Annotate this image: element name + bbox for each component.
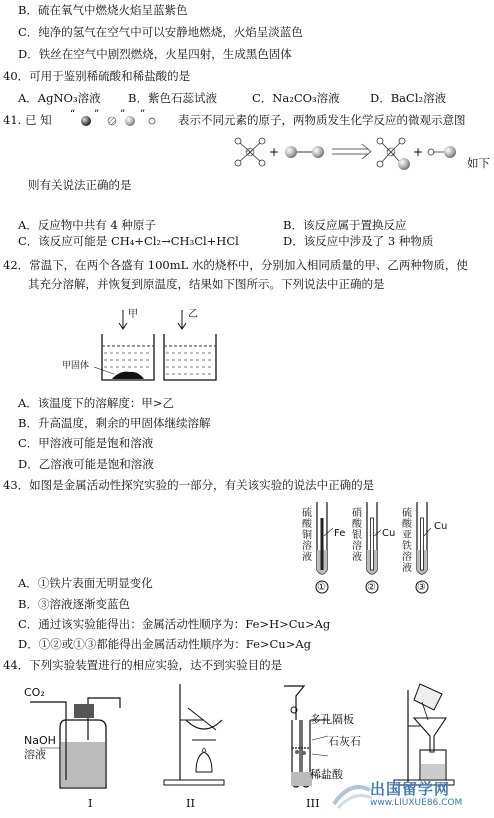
tube-3-number: ③ [417,582,426,593]
apparatus-2-label: II [186,796,196,810]
atom-dark-icon [81,116,91,126]
metal-strip-1 [321,518,324,570]
tube-2-number: ② [367,582,376,593]
apparatus-1-label: I [88,796,93,810]
q40-stem: 40．可用于鉴别稀硫酸和稀盐酸的是 [3,69,191,83]
metal-strip-2 [371,518,374,570]
watermark-logo-icon [330,778,374,814]
naoh-label: NaOH [24,734,56,747]
q39-option-c: C．纯净的氢气在空气中可以安静地燃烧，火焰呈淡蓝色 [18,25,303,39]
q39-option-d: D．铁丝在空气中剧烈燃烧，火星四射，生成黑色固体 [18,47,292,61]
q41-option-a: A．反应物中共有 4 种原子 [18,218,156,232]
q41-option-c: C．该反应可能是 CH₄+Cl₂→CH₃Cl+HCl [18,234,239,248]
atom-gray-icon [125,116,135,126]
tube-3-metal-label: Cu [434,521,448,532]
beaker-yi-label: 乙 [188,309,198,320]
q42-option-d: D．乙溶液可能是饱和溶液 [18,457,154,471]
q40-option-c: C．Na₂CO₃溶液 [252,91,340,105]
solid-label: 甲固体 [62,361,90,371]
beaker-jia-label: 甲 [128,309,138,320]
q43-option-c: C．通过该实验能得出：金属活动性顺序为：Fe>H>Cu>Ag [18,617,331,631]
watermark [330,776,492,816]
q41-option-b: B．该反应属于置换反应 [283,218,407,232]
reaction-diagram [228,132,463,172]
q39-option-b: B．硫在氧气中燃烧火焰呈蓝紫色 [18,3,188,17]
q40-option-d: D．BaCl₂溶液 [370,91,447,105]
apparatus-2 [158,680,238,795]
svg-text:+: + [413,145,424,159]
q41-ask: 则有关说法正确的是 [28,178,132,192]
tube-1-solution-label: 硫酸铜溶液 [302,508,312,563]
svg-text:+: + [269,145,280,159]
q41-option-d: D．该反应中涉及了 3 种物质 [283,234,434,248]
q42-stem-line1: 42．常温下，在两个各盛有 100mL 水的烧杯中，分别加入相同质量的甲、乙两种物质，使 [3,258,468,272]
svg-text:”: ” [140,109,146,120]
q41-stem-tail: 如下 [467,156,490,170]
q43-option-d: D．①②或①③都能得出金属活动性顺序为：Fe>Cu>Ag [18,637,312,651]
q40-option-a: A．AgNO₃溶液 [18,91,101,105]
q40-option-b: B．紫色石蕊试液 [128,91,217,105]
atom-hatched-icon [108,117,116,125]
q42-option-b: B．升高温度，剩余的甲固体继续溶解 [18,416,211,430]
q42-option-c: C．甲溶液可能是饱和溶液 [18,436,154,450]
porous-plate-label: 多孔隔板 [310,713,354,726]
q43-option-b: B．③溶液逐渐变蓝色 [18,597,130,611]
q41-stem-pre: 41. 已 知 [3,113,52,127]
watermark-title: 出国留学网 [370,780,451,798]
q42-option-a: A．该温度下的溶解度：甲>乙 [18,396,174,410]
svg-text:”: ” [120,109,126,120]
dilute-hcl-label: 稀盐酸 [310,768,343,781]
co2-label: CO₂ [24,686,45,699]
atom-white-icon [149,118,155,124]
tube-1-metal-label: Fe [334,528,346,539]
metal-strip-3 [421,518,424,570]
atom-legend [64,108,174,132]
q42-stem-line2: 其充分溶解，并恢复到原温度，结果如下图所示。下列说法中正确的是 [28,277,385,291]
beaker-yi [164,334,216,380]
solid-jia [112,372,144,379]
q41-stem-post: 表示不同元素的原子，两物质发生化学反应的微观示意图 [178,113,466,127]
svg-text:”: ” [94,109,100,120]
tube-2-metal-label: Cu [382,528,396,539]
tube-2-solution-label: 硝酸银溶液 [352,508,362,563]
apparatus-3-label: III [306,796,320,810]
watermark-url: www.LIUXUE86.COM [370,798,463,808]
tube-1-number: ① [317,582,326,593]
tube-3-solution-label: 硫酸亚铁溶液 [402,508,412,574]
q44-stem: 44．下列实验装置进行的相应实验，达不到实验目的是 [3,658,283,672]
svg-text:“: “ [70,109,76,120]
beaker-figure [60,306,240,386]
q43-option-a: A．①铁片表面无明显变化 [18,576,153,590]
limestone-label: 石灰石 [328,735,361,748]
q43-stem: 43．如图是金属活动性探究实验的一部分，有关该实验的说法中正确的是 [3,478,375,492]
naoh-solution-label: 溶液 [24,748,46,761]
